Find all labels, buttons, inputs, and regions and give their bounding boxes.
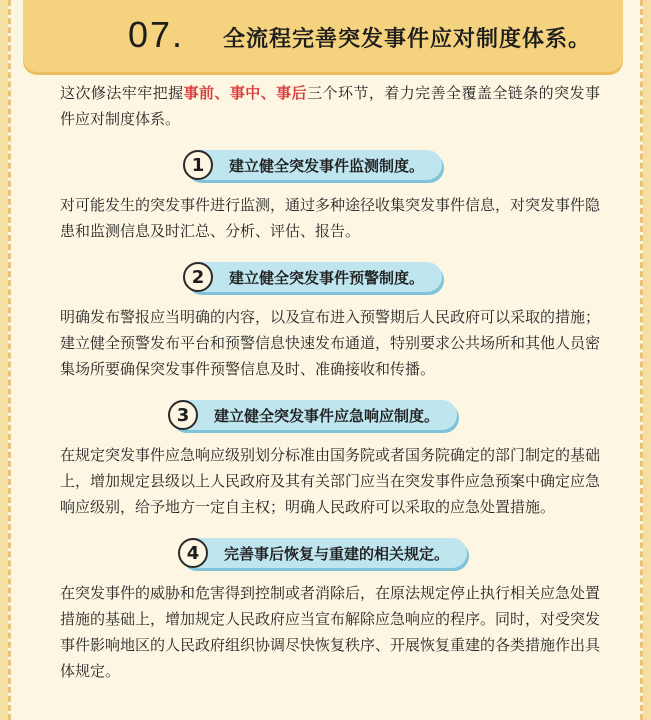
section-pill	[185, 262, 442, 292]
section-pill	[180, 538, 467, 568]
main-content	[60, 80, 600, 684]
section-number-circle: 1	[183, 150, 213, 180]
section-2-heading	[60, 262, 600, 296]
intro-paragraph	[60, 80, 600, 132]
intro-text-after: 三个环节，着力完善全覆盖全链条的突发事件应对制度体系。	[60, 84, 600, 128]
header-title: 全流程完善突发事件应对制度体系。	[223, 27, 592, 52]
section-number-circle: 3	[168, 400, 198, 430]
section-1-body: 对可能发生的突发事件进行监测，通过多种途径收集突发事件信息，对突发事件隐患和监测信息及时汇总、分析、评估、报告。	[60, 196, 601, 240]
section-title: 建立健全突发事件监测制度。	[229, 156, 425, 175]
section-number-circle: 2	[183, 262, 213, 292]
section-number-circle: 4	[178, 538, 208, 568]
section-title: 建立健全突发事件应急响应制度。	[214, 406, 440, 425]
section-pill	[170, 400, 457, 430]
section-4-body: 在突发事件的威胁和危害得到控制或者消除后，在原法规定停止执行相关应急处置措施的基础上，增加规定人民政府应当宣布解除应急响应的程序。同时，对受突发事件影响地区的人民政府组织协调尽快恢复秩序、开展恢复重建的各类措施作出具体规定。	[60, 584, 601, 680]
section-title: 完善事后恢复与重建的相关规定。	[224, 544, 450, 563]
section-1-heading	[60, 150, 600, 184]
section-header	[23, 0, 623, 72]
intro-text-before: 这次修法牢牢把握	[60, 84, 184, 102]
section-2-body: 明确发布警报应当明确的内容，以及宣布进入预警期后人民政府可以采取的措施；建立健全预警发布平台和预警信息快速发布通道，特别要求公共场所和其他人员密集场所要确保突发事件预警信息及时、准确接收和传播。	[60, 308, 601, 378]
section-pill	[185, 150, 442, 180]
section-4-heading	[60, 538, 600, 572]
intro-highlight: 事前、事中、事后	[183, 84, 308, 102]
section-title: 建立健全突发事件预警制度。	[229, 268, 425, 287]
section-3-heading	[60, 400, 600, 434]
section-3-body: 在规定突发事件应急响应级别划分标准由国务院或者国务院确定的部门制定的基础上，增加规定县级以上人民政府及其有关部门应当在突发事件应急预案中确定应急响应级别，给予地方一定自主权；明确人民政府可以采取的应急处置措施。	[60, 446, 601, 516]
header-number: 07.	[128, 14, 185, 55]
